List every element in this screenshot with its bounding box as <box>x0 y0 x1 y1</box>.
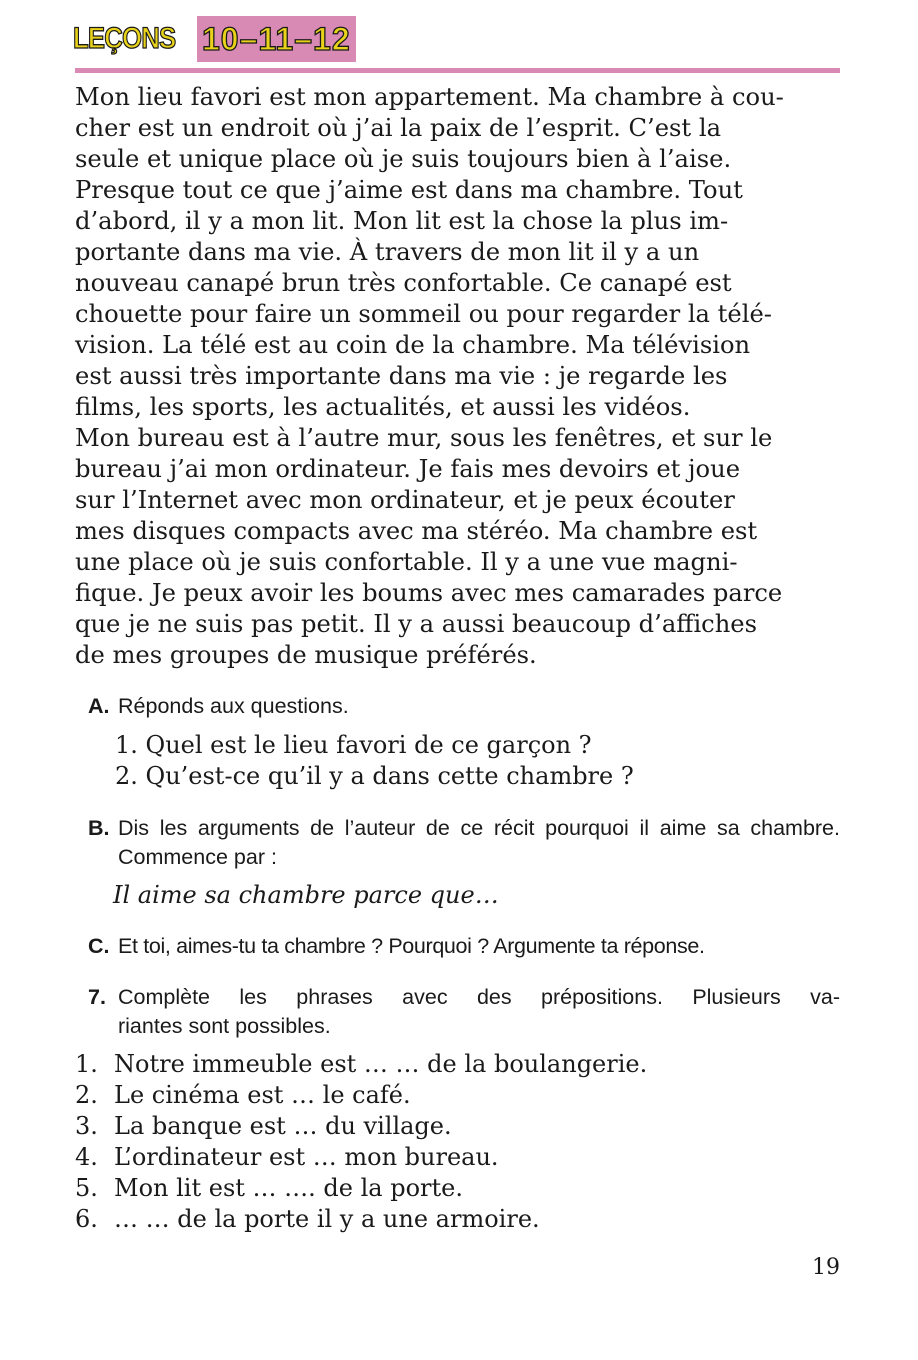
reading-line: est aussi très importante dans ma vie : je regarde les <box>75 362 728 390</box>
sentence-text: La banque est … du village. <box>114 1112 452 1140</box>
reading-line: films, les sports, les actualités, et aussi les vidéos. <box>75 393 691 421</box>
exercise-7-sentences <box>75 1049 647 1235</box>
reading-line: seule et unique place où je suis toujours bien à l’aise. <box>75 145 732 173</box>
lessons-title: LEÇONS <box>73 22 176 55</box>
exercise-b-instruction: Dis les arguments de l’auteur de ce récit pourquoi il aime sa chambre. Commence par : <box>118 816 840 869</box>
exercise-c <box>88 932 840 961</box>
sentence-item <box>75 1080 647 1111</box>
exercise-c-letter: C. <box>88 934 110 958</box>
page-number: 19 <box>812 1255 840 1280</box>
textbook-page <box>75 0 840 1360</box>
exercise-7-number: 7. <box>88 985 106 1009</box>
sentence-number: 5. <box>75 1174 98 1202</box>
exercise-a-letter: A. <box>88 694 110 718</box>
exercise-7-instruction-line: Complète les phrases avec des prépositions. Plusieurs va- <box>118 985 840 1009</box>
question-item: 2. Qu’est-ce qu’il y a dans cette chambre ? <box>115 762 634 790</box>
exercise-a-instruction: Réponds aux questions. <box>118 694 349 718</box>
header-divider <box>75 68 840 73</box>
sentence-item <box>75 1049 647 1080</box>
exercise-a <box>88 692 840 721</box>
sentence-text: L’ordinateur est … mon bureau. <box>114 1143 499 1171</box>
sentence-text: … … de la porte il y a une armoire. <box>114 1205 540 1233</box>
reading-line: chouette pour faire un sommeil ou pour regarder la télé- <box>75 300 772 328</box>
sentence-text: Le cinéma est … le café. <box>114 1081 411 1109</box>
reading-line: de mes groupes de musique préférés. <box>75 641 537 669</box>
exercise-b <box>88 814 840 871</box>
reading-line: Presque tout ce que j’aime est dans ma chambre. Tout <box>75 176 743 204</box>
sentence-number: 3. <box>75 1112 98 1140</box>
exercise-7-instruction-line: riantes sont possibles. <box>118 1013 331 1038</box>
sentence-text: Notre immeuble est … … de la boulangerie. <box>114 1050 648 1078</box>
reading-line: une place où je suis confortable. Il y a une vue magni- <box>75 548 738 576</box>
reading-line: mes disques compacts avec ma stéréo. Ma chambre est <box>75 517 758 545</box>
reading-line: fique. Je peux avoir les boums avec mes camarades parce <box>75 579 783 607</box>
question-item: 1. Quel est le lieu favori de ce garçon ? <box>115 731 592 759</box>
sentence-number: 6. <box>75 1205 98 1233</box>
sentence-item <box>75 1204 647 1235</box>
reading-line: que je ne suis pas petit. Il y a aussi beaucoup d’affiches <box>75 610 758 638</box>
reading-line: Mon lieu favori est mon appartement. Ma chambre à cou- <box>75 83 784 111</box>
exercise-b-starter: Il aime sa chambre parce que… <box>113 881 499 909</box>
reading-text <box>75 82 840 671</box>
reading-line: d’abord, il y a mon lit. Mon lit est la chose la plus im- <box>75 207 729 235</box>
sentence-number: 4. <box>75 1143 98 1171</box>
sentence-number: 2. <box>75 1081 98 1109</box>
exercise-7-instruction <box>118 983 840 1040</box>
exercise-c-instruction: Et toi, aimes-tu ta chambre ? Pourquoi ? Argumente ta réponse. <box>118 934 705 958</box>
lesson-header <box>73 16 356 62</box>
reading-line: vision. La télé est au coin de la chambre. Ma télévision <box>75 331 751 359</box>
exercise-b-letter: B. <box>88 816 110 840</box>
reading-line: sur l’Internet avec mon ordinateur, et je peux écouter <box>75 486 735 514</box>
reading-line: bureau j’ai mon ordinateur. Je fais mes devoirs et joue <box>75 455 741 483</box>
exercise-a-questions <box>115 730 634 792</box>
reading-line: portante dans ma vie. À travers de mon lit il y a un <box>75 238 700 266</box>
reading-line: Mon bureau est à l’autre mur, sous les fenêtres, et sur le <box>75 424 773 452</box>
reading-line: nouveau canapé brun très confortable. Ce canapé est <box>75 269 732 297</box>
sentence-item <box>75 1142 647 1173</box>
reading-line: cher est un endroit où j’ai la paix de l’esprit. C’est la <box>75 114 721 142</box>
exercise-7 <box>88 983 840 1040</box>
lesson-numbers-badge: 10–11–12 <box>197 16 356 62</box>
sentence-text: Mon lit est … …. de la porte. <box>114 1174 463 1202</box>
sentence-item <box>75 1173 647 1204</box>
sentence-item <box>75 1111 647 1142</box>
sentence-number: 1. <box>75 1050 98 1078</box>
